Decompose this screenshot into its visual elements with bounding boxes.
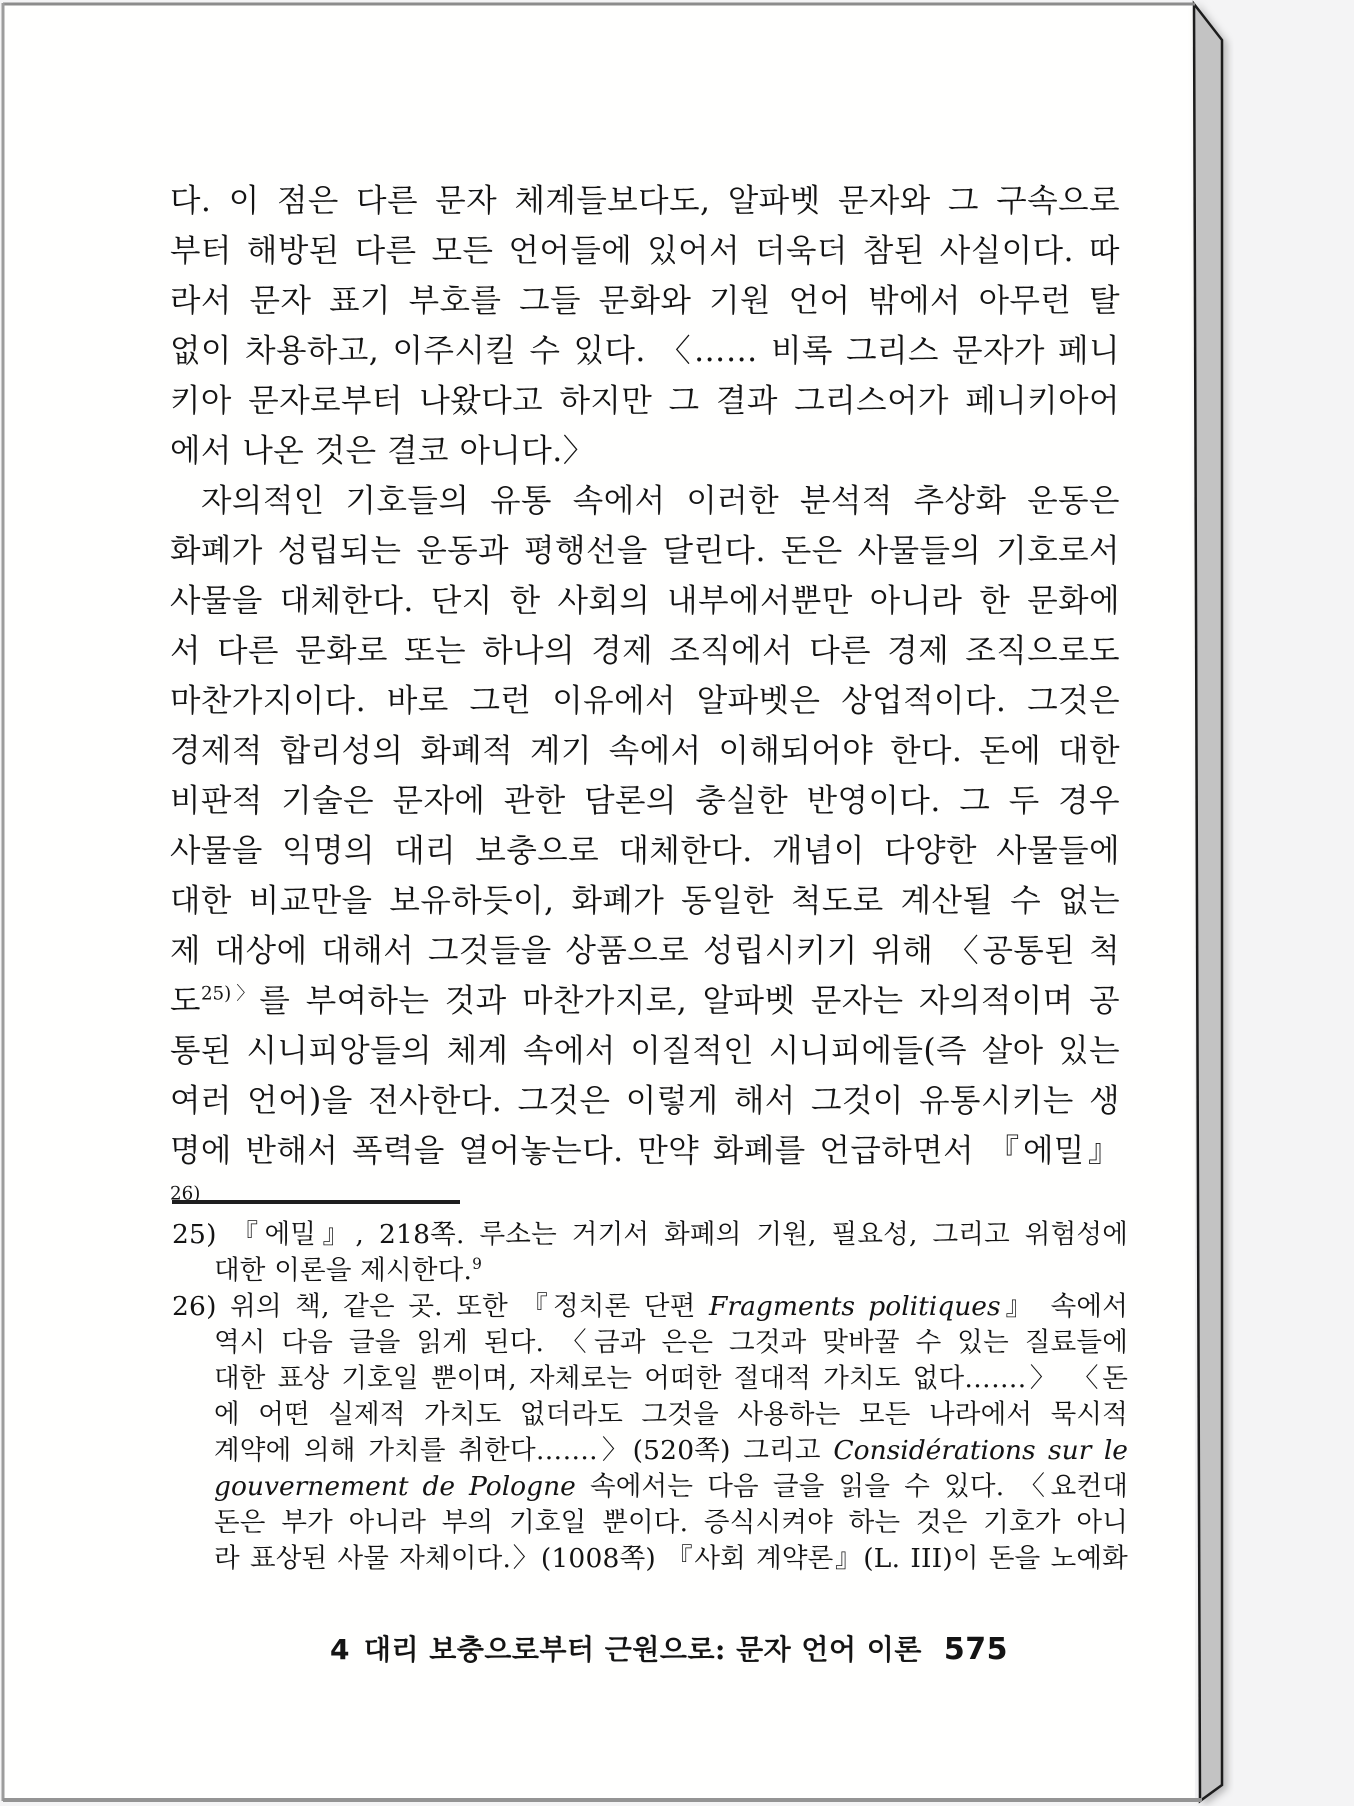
body-line (170, 526, 1120, 576)
text-segment: 대한 표상 기호일 뿐이며, 자체로는 어떠한 절대적 가치도 없다…….〉 〈돈 (214, 1363, 1128, 1394)
body-line (170, 976, 1120, 1026)
text-segment: 를 부여하는 것과 마찬가지로, 알파벳 문자는 자의적이며 공 (259, 983, 1120, 1019)
footnote-reference-superscript: 25)〉 (200, 983, 260, 1005)
text-segment: 도 (170, 983, 201, 1019)
text-segment: 25) 『에밀』, 218쪽. 루소는 거기서 화폐의 기원, 필요성, 그리고 위험성에 (172, 1219, 1128, 1250)
text-segment: 』 속에서 (1000, 1291, 1128, 1322)
footer-chapter-number: 4 (329, 1633, 350, 1666)
text-segment: 명에 반해서 폭력을 열어놓는다. 만약 화폐를 언급하면서 『에밀』 (170, 1133, 1120, 1169)
body-text (170, 176, 1120, 1226)
text-segment: Fragments politiques (709, 1291, 1001, 1322)
footnote-line (172, 1469, 1128, 1505)
text-segment: 26) 위의 책, 같은 곳. 또한 『정치론 단편 (172, 1291, 710, 1322)
text-segment: 계약에 의해 가치를 취한다…….〉(520쪽) 그리고 (214, 1435, 834, 1466)
body-line (170, 1126, 1120, 1226)
footnote-line (172, 1361, 1128, 1397)
body-line (170, 1026, 1120, 1076)
footnote-line (172, 1325, 1128, 1361)
text-segment: 키아 문자로부터 나왔다고 하지만 그 결과 그리스어가 페니키아어 (170, 383, 1120, 419)
text-segment: 없이 차용하고, 이주시킬 수 있다. 〈…… 비록 그리스 문자가 페니 (170, 333, 1120, 369)
text-segment: 사물을 대체한다. 단지 한 사회의 내부에서뿐만 아니라 한 문화에 (170, 583, 1120, 619)
body-line (170, 1076, 1120, 1126)
body-line (170, 226, 1120, 276)
body-line (170, 326, 1120, 376)
footnote-reference-superscript: 9 (472, 1255, 482, 1274)
footnote-line (172, 1289, 1128, 1325)
text-segment: 경제적 합리성의 화폐적 계기 속에서 이해되어야 한다. 돈에 대한 (170, 733, 1120, 769)
text-segment: 에서 나온 것은 결코 아니다.〉 (170, 433, 595, 469)
text-segment: Considérations sur le (833, 1435, 1128, 1466)
body-line (170, 876, 1120, 926)
text-segment: 라 표상된 사물 자체이다.〉(1008쪽) 『사회 계약론』(L. III)이 돈을 노예화 (214, 1543, 1128, 1574)
text-segment: gouvernement de Pologne (214, 1471, 576, 1502)
text-segment: 대한 이론을 제시한다. (214, 1255, 473, 1286)
text-segment: 서 다른 문화로 또는 하나의 경제 조직에서 다른 경제 조직으로도 (170, 633, 1120, 669)
body-line (170, 176, 1120, 226)
text-segment: 자의적인 기호들의 유통 속에서 이러한 분석적 추상화 운동은 (201, 483, 1120, 519)
body-line (170, 426, 1120, 476)
body-line (170, 776, 1120, 826)
book-page-block-edge (1194, 4, 1222, 1801)
text-segment: 역시 다음 글을 읽게 된다. 〈금과 은은 그것과 맞바꿀 수 있는 질료들에 (214, 1327, 1128, 1358)
text-segment: 마찬가지이다. 바로 그런 이유에서 알파벳은 상업적이다. 그것은 (170, 683, 1120, 719)
text-segment: 에 어떤 실제적 가치도 없더라도 그것을 사용하는 모든 나라에서 묵시적 (214, 1399, 1128, 1430)
body-line (170, 676, 1120, 726)
text-segment: 여러 언어)을 전사한다. 그것은 이렇게 해서 그것이 유통시키는 생 (170, 1083, 1120, 1119)
text-segment: 제 대상에 대해서 그것들을 상품으로 성립시키기 위해 〈공통된 척 (170, 933, 1120, 969)
footnote-26 (172, 1289, 1128, 1577)
footnote-line (172, 1397, 1128, 1433)
body-line (170, 276, 1120, 326)
text-segment: 부터 해방된 다른 모든 언어들에 있어서 더욱더 참된 사실이다. 따 (170, 233, 1120, 269)
footnote-line (172, 1433, 1128, 1469)
text-segment: 속에서는 다음 글을 읽을 수 있다. 〈요컨대 (575, 1471, 1128, 1502)
page-footer (170, 1628, 1008, 1668)
text-segment: 돈은 부가 아니라 부의 기호일 뿐이다. 증식시켜야 하는 것은 기호가 아니 (214, 1507, 1128, 1538)
footnote-line (172, 1505, 1128, 1541)
text-segment: 라서 문자 표기 부호를 그들 문화와 기원 언어 밖에서 아무런 탈 (170, 283, 1120, 319)
body-line (170, 476, 1120, 526)
footnote-line (172, 1253, 1128, 1289)
body-line (170, 826, 1120, 876)
footnote-25 (172, 1217, 1128, 1289)
text-segment: 화폐가 성립되는 운동과 평행선을 달린다. 돈은 사물들의 기호로서 (170, 533, 1120, 569)
body-line (170, 926, 1120, 976)
body-line (170, 576, 1120, 626)
footnote-separator (172, 1200, 460, 1204)
text-segment: 통된 시니피앙들의 체계 속에서 이질적인 시니피에들(즉 살아 있는 (170, 1033, 1120, 1069)
text-segment: 비판적 기술은 문자에 관한 담론의 충실한 반영이다. 그 두 경우 (170, 783, 1120, 819)
text-segment: 대한 비교만을 보유하듯이, 화폐가 동일한 척도로 계산될 수 없는 (170, 883, 1120, 919)
body-line (170, 376, 1120, 426)
text-segment: 사물을 익명의 대리 보충으로 대체한다. 개념이 다양한 사물들에 (170, 833, 1120, 869)
footnote-line (172, 1217, 1128, 1253)
footer-page-number: 575 (943, 1632, 1008, 1667)
body-line (170, 726, 1120, 776)
footnote-line (172, 1541, 1128, 1577)
text-segment: 다. 이 점은 다른 문자 체계들보다도, 알파벳 문자와 그 구속으로 (170, 183, 1120, 219)
footer-chapter-title: 대리 보충으로부터 근원으로: 문자 언어 이론 (363, 1633, 922, 1666)
footnote-reference-superscript: 26) (170, 1183, 201, 1205)
footnote-section (172, 1217, 1128, 1577)
body-line (170, 626, 1120, 676)
